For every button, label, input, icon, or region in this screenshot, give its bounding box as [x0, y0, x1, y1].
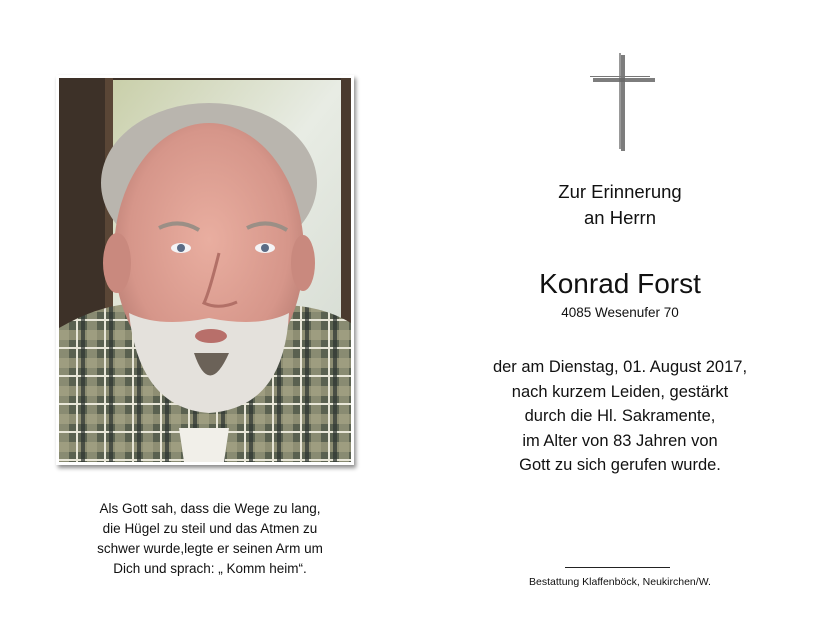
poem: [60, 499, 360, 579]
poem-line: schwer wurde,legte er seinen Arm um: [97, 541, 323, 556]
text-line: durch die Hl. Sakramente,: [524, 407, 716, 425]
poem-line: Dich und sprach: „ Komm heim“.: [113, 561, 307, 576]
text-line: nach kurzem Leiden, gestärkt: [511, 382, 729, 401]
heading-line-1: Zur Erinnerung: [558, 181, 682, 202]
poem-line: Als Gott sah, dass die Wege zu lang,: [99, 501, 321, 516]
text-line: Gott zu sich gerufen wurde.: [519, 456, 721, 474]
text-line: im Alter von 83 Jahren von: [522, 431, 718, 450]
deceased-address: 4085 Wesenufer 70: [561, 305, 679, 320]
funeral-home: Bestattung Klaffenböck, Neukirchen/W.: [529, 576, 711, 588]
text-line: der am Dienstag, 01. August 2017,: [492, 358, 748, 376]
portrait-image: [59, 78, 351, 462]
portrait-photo: [56, 75, 354, 465]
cross-icon: [590, 52, 656, 152]
poem-line: die Hügel zu steil und das Atmen zu: [102, 521, 318, 536]
heading-line-2: an Herrn: [584, 207, 656, 228]
deceased-name: Konrad Forst: [539, 268, 701, 299]
divider-line: [565, 567, 670, 568]
death-notice-text: [440, 355, 800, 478]
